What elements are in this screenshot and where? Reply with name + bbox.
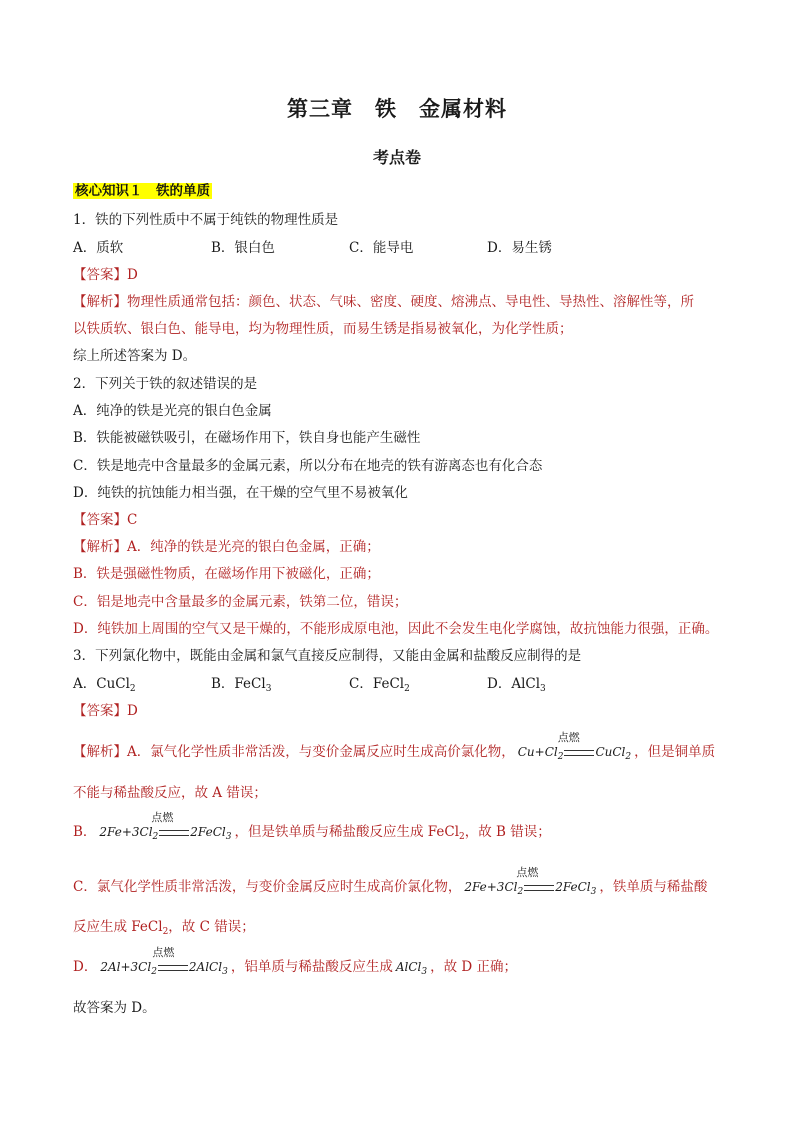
- q2-analysis-b: B．铁是强磁性物质，在磁场作用下被磁化，正确；: [73, 566, 380, 582]
- q3-analysis-d: D． $2Al+3Cl_2$ 点燃 2AlCl$_3$ ，铝单质与稀盐酸反应生成 AlCl$_3$ ，故 D 正确；: [73, 946, 517, 977]
- reaction-arrow: [524, 885, 554, 891]
- q3-option-c: C．FeCl$_2$: [349, 676, 410, 694]
- q3-stem: 3．下列氯化物中，既能由金属和氯气直接反应制得，又能由金属和盐酸反应制得的是: [73, 648, 582, 664]
- section-heading: [73, 181, 212, 201]
- equation-fe-cl2-c: $2Fe+3Cl_2$ 点燃 2FeCl$_3$: [464, 866, 597, 897]
- analysis-tag: 【解析】: [73, 539, 127, 555]
- q3-option-b: B．FeCl$_3$: [211, 676, 272, 694]
- analysis-tag: 【解析】: [73, 744, 127, 760]
- analysis-tag: 【解析】: [73, 294, 127, 310]
- q2-option-c: C．铁是地壳中含量最多的金属元素，所以分布在地壳的铁有游离态也有化合态: [73, 458, 543, 474]
- formula-alcl3: AlCl$_3$: [395, 960, 428, 977]
- reaction-arrow: [159, 830, 189, 836]
- q2-analysis-d: D．纯铁加上周围的空气又是干燥的，不能形成原电池，因此不会发生电化学腐蚀，故抗蚀能力很强，正确。: [73, 621, 719, 637]
- q3-answer: [73, 701, 138, 721]
- answer-tag: 【答案】: [73, 267, 127, 283]
- q1-analysis-line-2: 以铁质软、银白色、能导电，均为物理性质，而易生锈是指易被氧化，为化学性质；: [73, 321, 573, 337]
- q1-option-c: C．能导电: [349, 240, 414, 256]
- q2-analysis-c: C．铝是地壳中含量最多的金属元素，铁第二位，错误；: [73, 594, 408, 610]
- q3-analysis-c-line-2: 反应生成 FeCl$_2$，故 C 错误；: [73, 919, 255, 937]
- q1-analysis-line-3: 综上所述答案为 D。: [73, 348, 197, 364]
- q3-option-a: A．CuCl$_2$: [73, 676, 136, 694]
- q3-analysis-c-line-1: C．氯气化学性质非常活泼，与变价金属反应时生成高价氯化物， $2Fe+3Cl_2$ 点燃 2FeCl$_3$ ，铁单质与稀盐酸: [73, 866, 708, 897]
- q1-option-b: B．银白色: [211, 240, 275, 256]
- page-title: 第三章 铁 金属材料: [287, 96, 507, 121]
- q1-analysis-line-1: [73, 292, 694, 312]
- reaction-arrow: [158, 965, 188, 971]
- q3-conclusion: 故答案为 D。: [73, 1000, 156, 1016]
- q2-option-d: D．纯铁的抗蚀能力相当强，在干燥的空气里不易被氧化: [73, 485, 408, 501]
- q2-option-a: A．纯净的铁是光亮的银白色金属: [73, 403, 272, 419]
- answer-value: D: [127, 703, 138, 719]
- equation-fe-cl2-b: $2Fe+3Cl_2$ 点燃 2FeCl$_3$: [99, 811, 232, 842]
- q3-option-d: D．AlCl$_3$: [487, 676, 546, 694]
- q3-analysis-a-line-2: 不能与稀盐酸反应，故 A 错误；: [73, 785, 267, 801]
- answer-value: D: [127, 267, 138, 283]
- q1-answer: [73, 265, 138, 285]
- answer-tag: 【答案】: [73, 703, 127, 719]
- q3-analysis-a-line-1: 【解析】A．氯气化学性质非常活泼，与变价金属反应时生成高价氯化物， $Cu+Cl_2$ 点燃 CuCl$_2$ ，但是铜单质: [73, 731, 716, 762]
- answer-value: C: [127, 512, 138, 528]
- q2-analysis-a: [73, 537, 380, 557]
- q3-analysis-b: B． $2Fe+3Cl_2$ 点燃 2FeCl$_3$ ，但是铁单质与稀盐酸反应生成 FeCl$_2$，故 B 错误；: [73, 811, 551, 842]
- section-label: 核心知识１ 铁的单质: [75, 183, 210, 199]
- answer-tag: 【答案】: [73, 512, 127, 528]
- page-subtitle: 考点卷: [372, 148, 421, 167]
- q2-stem: 2．下列关于铁的叙述错误的是: [73, 376, 258, 392]
- q1-option-a: A．质软: [73, 240, 124, 256]
- analysis-text: A．纯净的铁是光亮的银白色金属，正确；: [127, 539, 380, 555]
- analysis-text: 物理性质通常包括：颜色、状态、气味、密度、硬度、熔沸点、导电性、导热性、溶解性等，所: [127, 294, 694, 310]
- q1-stem: 1．铁的下列性质中不属于纯铁的物理性质是: [73, 212, 339, 228]
- equation-al-cl2: $2Al+3Cl_2$ 点燃 2AlCl$_3$: [100, 946, 228, 977]
- q1-option-d: D．易生锈: [487, 240, 552, 256]
- q2-option-b: B．铁能被磁铁吸引，在磁场作用下，铁自身也能产生磁性: [73, 430, 421, 446]
- q2-answer: [73, 510, 137, 530]
- equation-cu-cl2: $Cu+Cl_2$ 点燃 CuCl$_2$: [517, 731, 632, 762]
- reaction-arrow: [564, 750, 594, 756]
